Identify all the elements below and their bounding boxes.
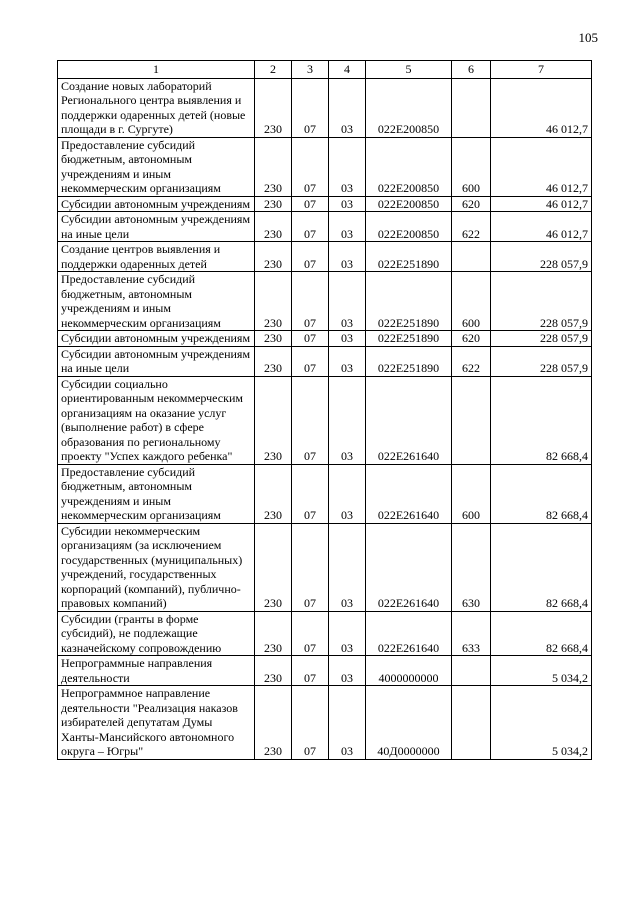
table-row — [58, 331, 592, 347]
row-vr — [452, 78, 491, 137]
row-ved: 230 — [255, 523, 292, 611]
row-amount: 82 668,4 — [491, 523, 592, 611]
row-name: Создание новых лабораторий Регионального центра выявления и поддержки одаренных детей (новые площади в г. Сургуте) — [58, 78, 255, 137]
row-csr: 022Е200850 — [366, 137, 452, 196]
row-pr: 03 — [329, 212, 366, 242]
row-amount: 228 057,9 — [491, 242, 592, 272]
row-amount: 82 668,4 — [491, 464, 592, 523]
row-vr — [452, 376, 491, 464]
row-name: Субсидии автономным учреждениям на иные цели — [58, 346, 255, 376]
row-rz: 07 — [292, 656, 329, 686]
row-pr: 03 — [329, 196, 366, 212]
row-pr: 03 — [329, 464, 366, 523]
row-pr: 03 — [329, 611, 366, 656]
row-name: Предоставление субсидий бюджетным, автономным учреждениям и иным некоммерческим организациям — [58, 272, 255, 331]
table-row — [58, 196, 592, 212]
row-pr: 03 — [329, 376, 366, 464]
row-vr: 630 — [452, 523, 491, 611]
row-rz: 07 — [292, 346, 329, 376]
row-ved: 230 — [255, 656, 292, 686]
row-pr: 03 — [329, 242, 366, 272]
row-csr: 022Е261640 — [366, 611, 452, 656]
row-csr: 022Е261640 — [366, 376, 452, 464]
table-row — [58, 242, 592, 272]
row-rz: 07 — [292, 196, 329, 212]
row-vr — [452, 686, 491, 760]
row-ved: 230 — [255, 686, 292, 760]
row-amount: 228 057,9 — [491, 272, 592, 331]
row-ved: 230 — [255, 611, 292, 656]
row-name: Предоставление субсидий бюджетным, автономным учреждениям и иным некоммерческим организациям — [58, 464, 255, 523]
row-rz: 07 — [292, 272, 329, 331]
table-row — [58, 523, 592, 611]
page-number: 105 — [578, 30, 598, 45]
row-name: Предоставление субсидий бюджетным, автономным учреждениям и иным некоммерческим организациям — [58, 137, 255, 196]
row-rz: 07 — [292, 78, 329, 137]
row-rz: 07 — [292, 242, 329, 272]
row-csr: 022Е251890 — [366, 331, 452, 347]
header-row — [58, 61, 592, 79]
table-row — [58, 212, 592, 242]
row-csr: 022Е251890 — [366, 242, 452, 272]
row-vr: 620 — [452, 196, 491, 212]
row-rz: 07 — [292, 464, 329, 523]
row-vr: 622 — [452, 212, 491, 242]
row-pr: 03 — [329, 656, 366, 686]
row-csr: 022Е200850 — [366, 212, 452, 242]
table-row — [58, 78, 592, 137]
table-row — [58, 611, 592, 656]
table-row — [58, 686, 592, 760]
row-amount: 5 034,2 — [491, 686, 592, 760]
row-ved: 230 — [255, 331, 292, 347]
row-ved: 230 — [255, 137, 292, 196]
header-col-6: 6 — [452, 61, 491, 79]
row-pr: 03 — [329, 523, 366, 611]
table-row — [58, 272, 592, 331]
row-pr: 03 — [329, 331, 366, 347]
row-rz: 07 — [292, 137, 329, 196]
row-name: Субсидии автономным учреждениям на иные цели — [58, 212, 255, 242]
row-csr: 022Е200850 — [366, 196, 452, 212]
row-ved: 230 — [255, 346, 292, 376]
row-vr: 600 — [452, 464, 491, 523]
row-rz: 07 — [292, 331, 329, 347]
row-rz: 07 — [292, 376, 329, 464]
table-row — [58, 346, 592, 376]
row-name: Субсидии некоммерческим организациям (за исключением государственных (муниципальных) учреждений, государственных корпораций (компаний), публично-правовых компаний) — [58, 523, 255, 611]
row-csr: 022Е261640 — [366, 523, 452, 611]
row-amount: 46 012,7 — [491, 137, 592, 196]
table-row — [58, 137, 592, 196]
row-vr: 633 — [452, 611, 491, 656]
row-rz: 07 — [292, 686, 329, 760]
row-amount: 46 012,7 — [491, 196, 592, 212]
header-col-5: 5 — [366, 61, 452, 79]
row-pr: 03 — [329, 686, 366, 760]
row-ved: 230 — [255, 464, 292, 523]
row-pr: 03 — [329, 137, 366, 196]
row-ved: 230 — [255, 272, 292, 331]
row-pr: 03 — [329, 272, 366, 331]
row-amount: 82 668,4 — [491, 611, 592, 656]
row-amount: 82 668,4 — [491, 376, 592, 464]
row-amount: 5 034,2 — [491, 656, 592, 686]
row-pr: 03 — [329, 78, 366, 137]
row-ved: 230 — [255, 242, 292, 272]
budget-table — [57, 60, 592, 760]
row-vr: 600 — [452, 137, 491, 196]
row-ved: 230 — [255, 376, 292, 464]
row-amount: 228 057,9 — [491, 331, 592, 347]
row-vr: 620 — [452, 331, 491, 347]
row-amount: 228 057,9 — [491, 346, 592, 376]
row-csr: 022Е251890 — [366, 346, 452, 376]
row-vr — [452, 242, 491, 272]
row-rz: 07 — [292, 611, 329, 656]
row-csr: 022Е261640 — [366, 464, 452, 523]
row-csr: 40Д0000000 — [366, 686, 452, 760]
row-csr: 022Е200850 — [366, 78, 452, 137]
table-row — [58, 464, 592, 523]
row-pr: 03 — [329, 346, 366, 376]
row-csr: 4000000000 — [366, 656, 452, 686]
table-row — [58, 376, 592, 464]
header-col-1: 1 — [58, 61, 255, 79]
row-name: Непрограммное направление деятельности "Реализация наказов избирателей депутатам Думы Ханты-Мансийского автономного округа – Югры" — [58, 686, 255, 760]
row-ved: 230 — [255, 212, 292, 242]
row-amount: 46 012,7 — [491, 212, 592, 242]
table-row — [58, 656, 592, 686]
row-csr: 022Е251890 — [366, 272, 452, 331]
row-name: Субсидии (гранты в форме субсидий), не подлежащие казначейскому сопровождению — [58, 611, 255, 656]
header-col-4: 4 — [329, 61, 366, 79]
row-vr — [452, 656, 491, 686]
row-rz: 07 — [292, 523, 329, 611]
row-name: Субсидии автономным учреждениям — [58, 331, 255, 347]
header-col-2: 2 — [255, 61, 292, 79]
row-ved: 230 — [255, 78, 292, 137]
row-name: Субсидии социально ориентированным некоммерческим организациям на оказание услуг (выполнение работ) в сфере образования по региональному проекту "Успех каждого ребенка" — [58, 376, 255, 464]
row-rz: 07 — [292, 212, 329, 242]
row-vr: 600 — [452, 272, 491, 331]
row-name: Непрограммные направления деятельности — [58, 656, 255, 686]
header-col-7: 7 — [491, 61, 592, 79]
header-col-3: 3 — [292, 61, 329, 79]
row-ved: 230 — [255, 196, 292, 212]
row-vr: 622 — [452, 346, 491, 376]
row-name: Субсидии автономным учреждениям — [58, 196, 255, 212]
row-amount: 46 012,7 — [491, 78, 592, 137]
row-name: Создание центров выявления и поддержки одаренных детей — [58, 242, 255, 272]
